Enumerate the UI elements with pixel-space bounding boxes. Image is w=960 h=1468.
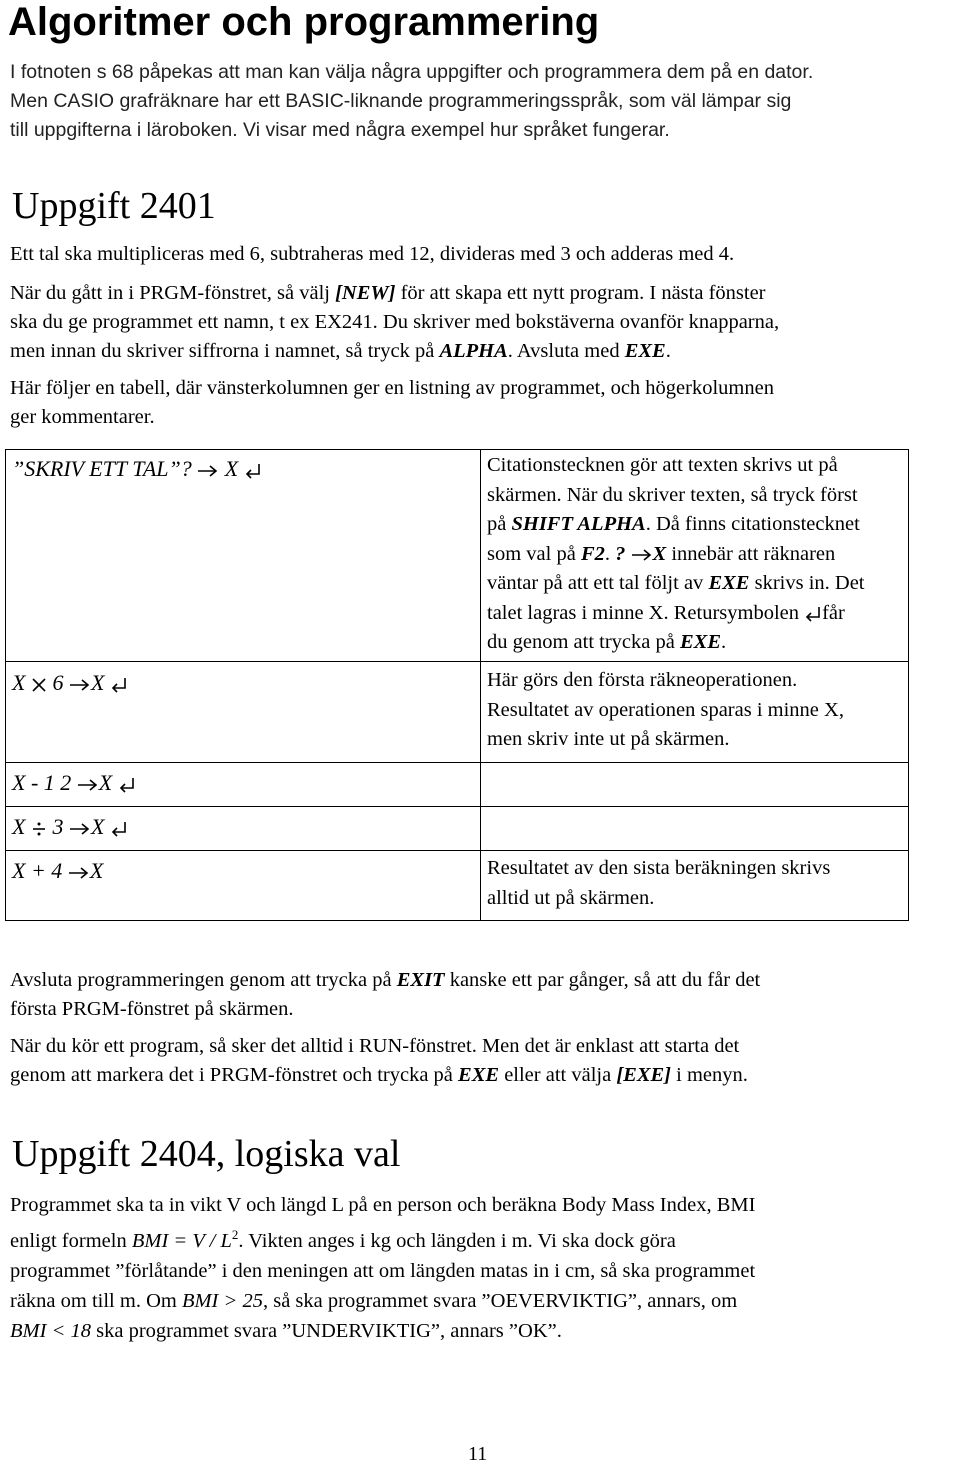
comment-cell xyxy=(481,450,909,662)
code-line xyxy=(12,814,128,839)
text: får xyxy=(822,601,845,624)
text: . xyxy=(604,542,616,565)
instructions-line: ska du ge programmet ett namn, t ex EX241. Du skriver med bokstäverna ovanför knapparna, xyxy=(10,311,780,333)
text: . Avsluta med xyxy=(507,340,625,362)
text-line: första PRGM-fönstret på skärmen. xyxy=(10,998,294,1020)
return-icon xyxy=(804,605,822,623)
text-line xyxy=(10,1061,760,1090)
code-text: X xyxy=(12,670,26,695)
code-text: 6 xyxy=(52,670,64,695)
code-cell xyxy=(6,450,481,662)
intro-line: I fotnoten s 68 påpekas att man kan välja några uppgifter och programmera dem på en dator. xyxy=(10,61,814,83)
multiply-icon xyxy=(31,677,47,693)
instructions-line xyxy=(10,279,779,308)
instructions-line xyxy=(10,337,779,366)
comment-line: Resultatet av den sista beräkningen skrivs xyxy=(487,857,831,879)
return-icon xyxy=(110,676,128,694)
program-table xyxy=(5,449,909,921)
text: skärmen. När du skriver texten, så tryck först xyxy=(487,483,858,506)
text: skrivs in. Det xyxy=(749,572,865,594)
arrow-icon xyxy=(631,548,653,562)
code-text: X xyxy=(90,670,105,695)
table-row xyxy=(6,851,909,921)
bmi-condition: BMI > 25 xyxy=(181,1289,263,1312)
exe-key: EXE xyxy=(679,631,722,653)
return-icon xyxy=(244,462,262,480)
exe-key: EXE xyxy=(624,340,666,362)
table-row xyxy=(6,763,909,807)
task-2404-body xyxy=(10,1190,755,1346)
text-line xyxy=(10,1286,755,1316)
comment-line xyxy=(487,599,904,629)
code-line xyxy=(12,858,103,883)
text: men innan du skriver siffrorna i namnet, så tryck på xyxy=(10,340,440,362)
text-line xyxy=(10,1220,755,1256)
text: X xyxy=(652,542,667,565)
text: eller att välja xyxy=(499,1064,617,1086)
comment-cell xyxy=(481,851,909,921)
table-intro-line: ger kommentarer. xyxy=(10,406,155,428)
bmi-formula: BMI = V / L xyxy=(131,1229,232,1252)
alpha-key: ALPHA xyxy=(439,340,508,362)
code-text: X xyxy=(90,814,105,839)
code-cell xyxy=(6,807,481,851)
code-cell xyxy=(6,662,481,763)
text: . xyxy=(721,631,727,653)
text: i menyn. xyxy=(671,1064,748,1086)
arrow-icon xyxy=(197,464,219,478)
intro-paragraph xyxy=(10,58,813,145)
table-intro-line: Här följer en tabell, där vänsterkolumnen ger en listning av programmet, och högerkolumnen xyxy=(10,377,774,399)
exe-key: EXE xyxy=(458,1064,500,1086)
return-icon xyxy=(118,776,136,794)
code-line xyxy=(12,770,136,795)
f2-key: F2 xyxy=(580,542,605,565)
comment-line: alltid ut på skärmen. xyxy=(487,886,655,909)
text: innebär att räknaren xyxy=(666,542,836,565)
comment-line xyxy=(487,540,904,570)
after-table-text xyxy=(10,966,760,1090)
comment-line xyxy=(487,569,904,599)
code-text: X xyxy=(224,456,239,481)
code-text: X xyxy=(89,858,104,883)
comment-line xyxy=(487,510,904,540)
exe-key: EXE xyxy=(708,572,750,594)
arrow-icon xyxy=(69,678,91,692)
code-text: X xyxy=(12,814,26,839)
text: kanske ett par gånger, så att du får det xyxy=(444,969,761,991)
page-number: 11 xyxy=(468,1443,488,1465)
comment-line xyxy=(487,481,904,511)
code-text: ”SKRIV ETT TAL”? xyxy=(12,456,198,481)
text: för att skapa ett nytt program. I nästa fönster xyxy=(395,282,766,304)
table-row xyxy=(6,450,909,662)
return-icon xyxy=(110,820,128,838)
table-row xyxy=(6,807,909,851)
arrow-icon xyxy=(68,866,90,880)
text: på xyxy=(487,513,512,535)
comment-cell xyxy=(481,807,909,851)
text: . Då finns citationstecknet xyxy=(645,513,860,535)
arrow-icon xyxy=(77,778,99,792)
exponent: 2 xyxy=(231,1227,239,1242)
text: Avsluta programmeringen genom att trycka på xyxy=(10,969,397,991)
task-2401-body xyxy=(10,240,779,432)
text: du genom att trycka på xyxy=(487,631,680,653)
text: räkna om till m. Om xyxy=(10,1289,182,1312)
comment-line: Citationstecknen gör att texten skrivs ut på xyxy=(487,454,838,476)
text: talet lagras i minne X. Retursymbolen xyxy=(487,601,805,624)
text-line xyxy=(10,1316,755,1346)
task-2401-heading: Uppgift 2401 xyxy=(12,185,216,227)
task-2404-heading: Uppgift 2404, logiska val xyxy=(12,1133,401,1175)
text: ? xyxy=(615,542,626,565)
divide-icon xyxy=(31,821,47,837)
intro-line: Men CASIO grafräknare har ett BASIC-liknande programmeringsspråk, som väl lämpar sig xyxy=(10,90,792,112)
shift-alpha-key: SHIFT ALPHA xyxy=(511,513,646,535)
code-text: X xyxy=(12,858,26,883)
code-text: X xyxy=(98,770,113,795)
table-row xyxy=(6,662,909,763)
comment-line xyxy=(487,628,904,658)
code-line xyxy=(12,670,128,695)
task-description: Ett tal ska multipliceras med 6, subtraheras med 12, divideras med 3 och adderas med 4. xyxy=(10,243,735,265)
exit-key: EXIT xyxy=(396,969,445,991)
text: genom att markera det i PRGM-fönstret och trycka på xyxy=(10,1064,459,1086)
exe-menu-key: [EXE] xyxy=(616,1064,671,1086)
text-line xyxy=(10,966,760,995)
code-text: 3 xyxy=(52,814,64,839)
comment-line: men skriv inte ut på skärmen. xyxy=(487,728,730,750)
code-line xyxy=(12,456,262,481)
text: , så ska programmet svara ”OEVERVIKTIG”, annars, om xyxy=(262,1289,738,1312)
code-text: X - 1 2 xyxy=(12,770,72,795)
text: som val på xyxy=(487,542,581,565)
text: . xyxy=(665,340,671,362)
comment-line: Här görs den första räkneoperationen. xyxy=(487,669,798,691)
intro-line: till uppgifterna i läroboken. Vi visar med några exempel hur språket fungerar. xyxy=(10,119,670,141)
text-line: När du kör ett program, så sker det alltid i RUN-fönstret. Men det är enklast att starta det xyxy=(10,1035,740,1057)
comment-line: Resultatet av operationen sparas i minne X, xyxy=(487,698,844,721)
page-title: Algoritmer och programmering xyxy=(8,0,600,44)
text-line: Programmet ska ta in vikt V och längd L på en person och beräkna Body Mass Index, BMI xyxy=(10,1194,756,1216)
comment-cell xyxy=(481,763,909,807)
arrow-icon xyxy=(69,822,91,836)
text: . Vikten anges i kg och längden i m. Vi ska dock göra xyxy=(238,1229,676,1252)
bmi-condition: BMI < 18 xyxy=(10,1319,92,1342)
code-text: + 4 xyxy=(30,858,63,883)
text-line: programmet ”förlåtande” i den meningen att om längden matas in i cm, så ska programmet xyxy=(10,1259,756,1282)
text: ska programmet svara ”UNDERVIKTIG”, annars ”OK”. xyxy=(91,1319,562,1342)
text: När du gått in i PRGM-fönstret, så välj xyxy=(10,282,336,304)
text: väntar på att ett tal följt av xyxy=(487,572,709,594)
text: enligt formeln xyxy=(10,1229,132,1252)
comment-cell xyxy=(481,662,909,763)
code-cell xyxy=(6,763,481,807)
code-cell xyxy=(6,851,481,921)
new-menu-key: [NEW] xyxy=(335,282,396,304)
